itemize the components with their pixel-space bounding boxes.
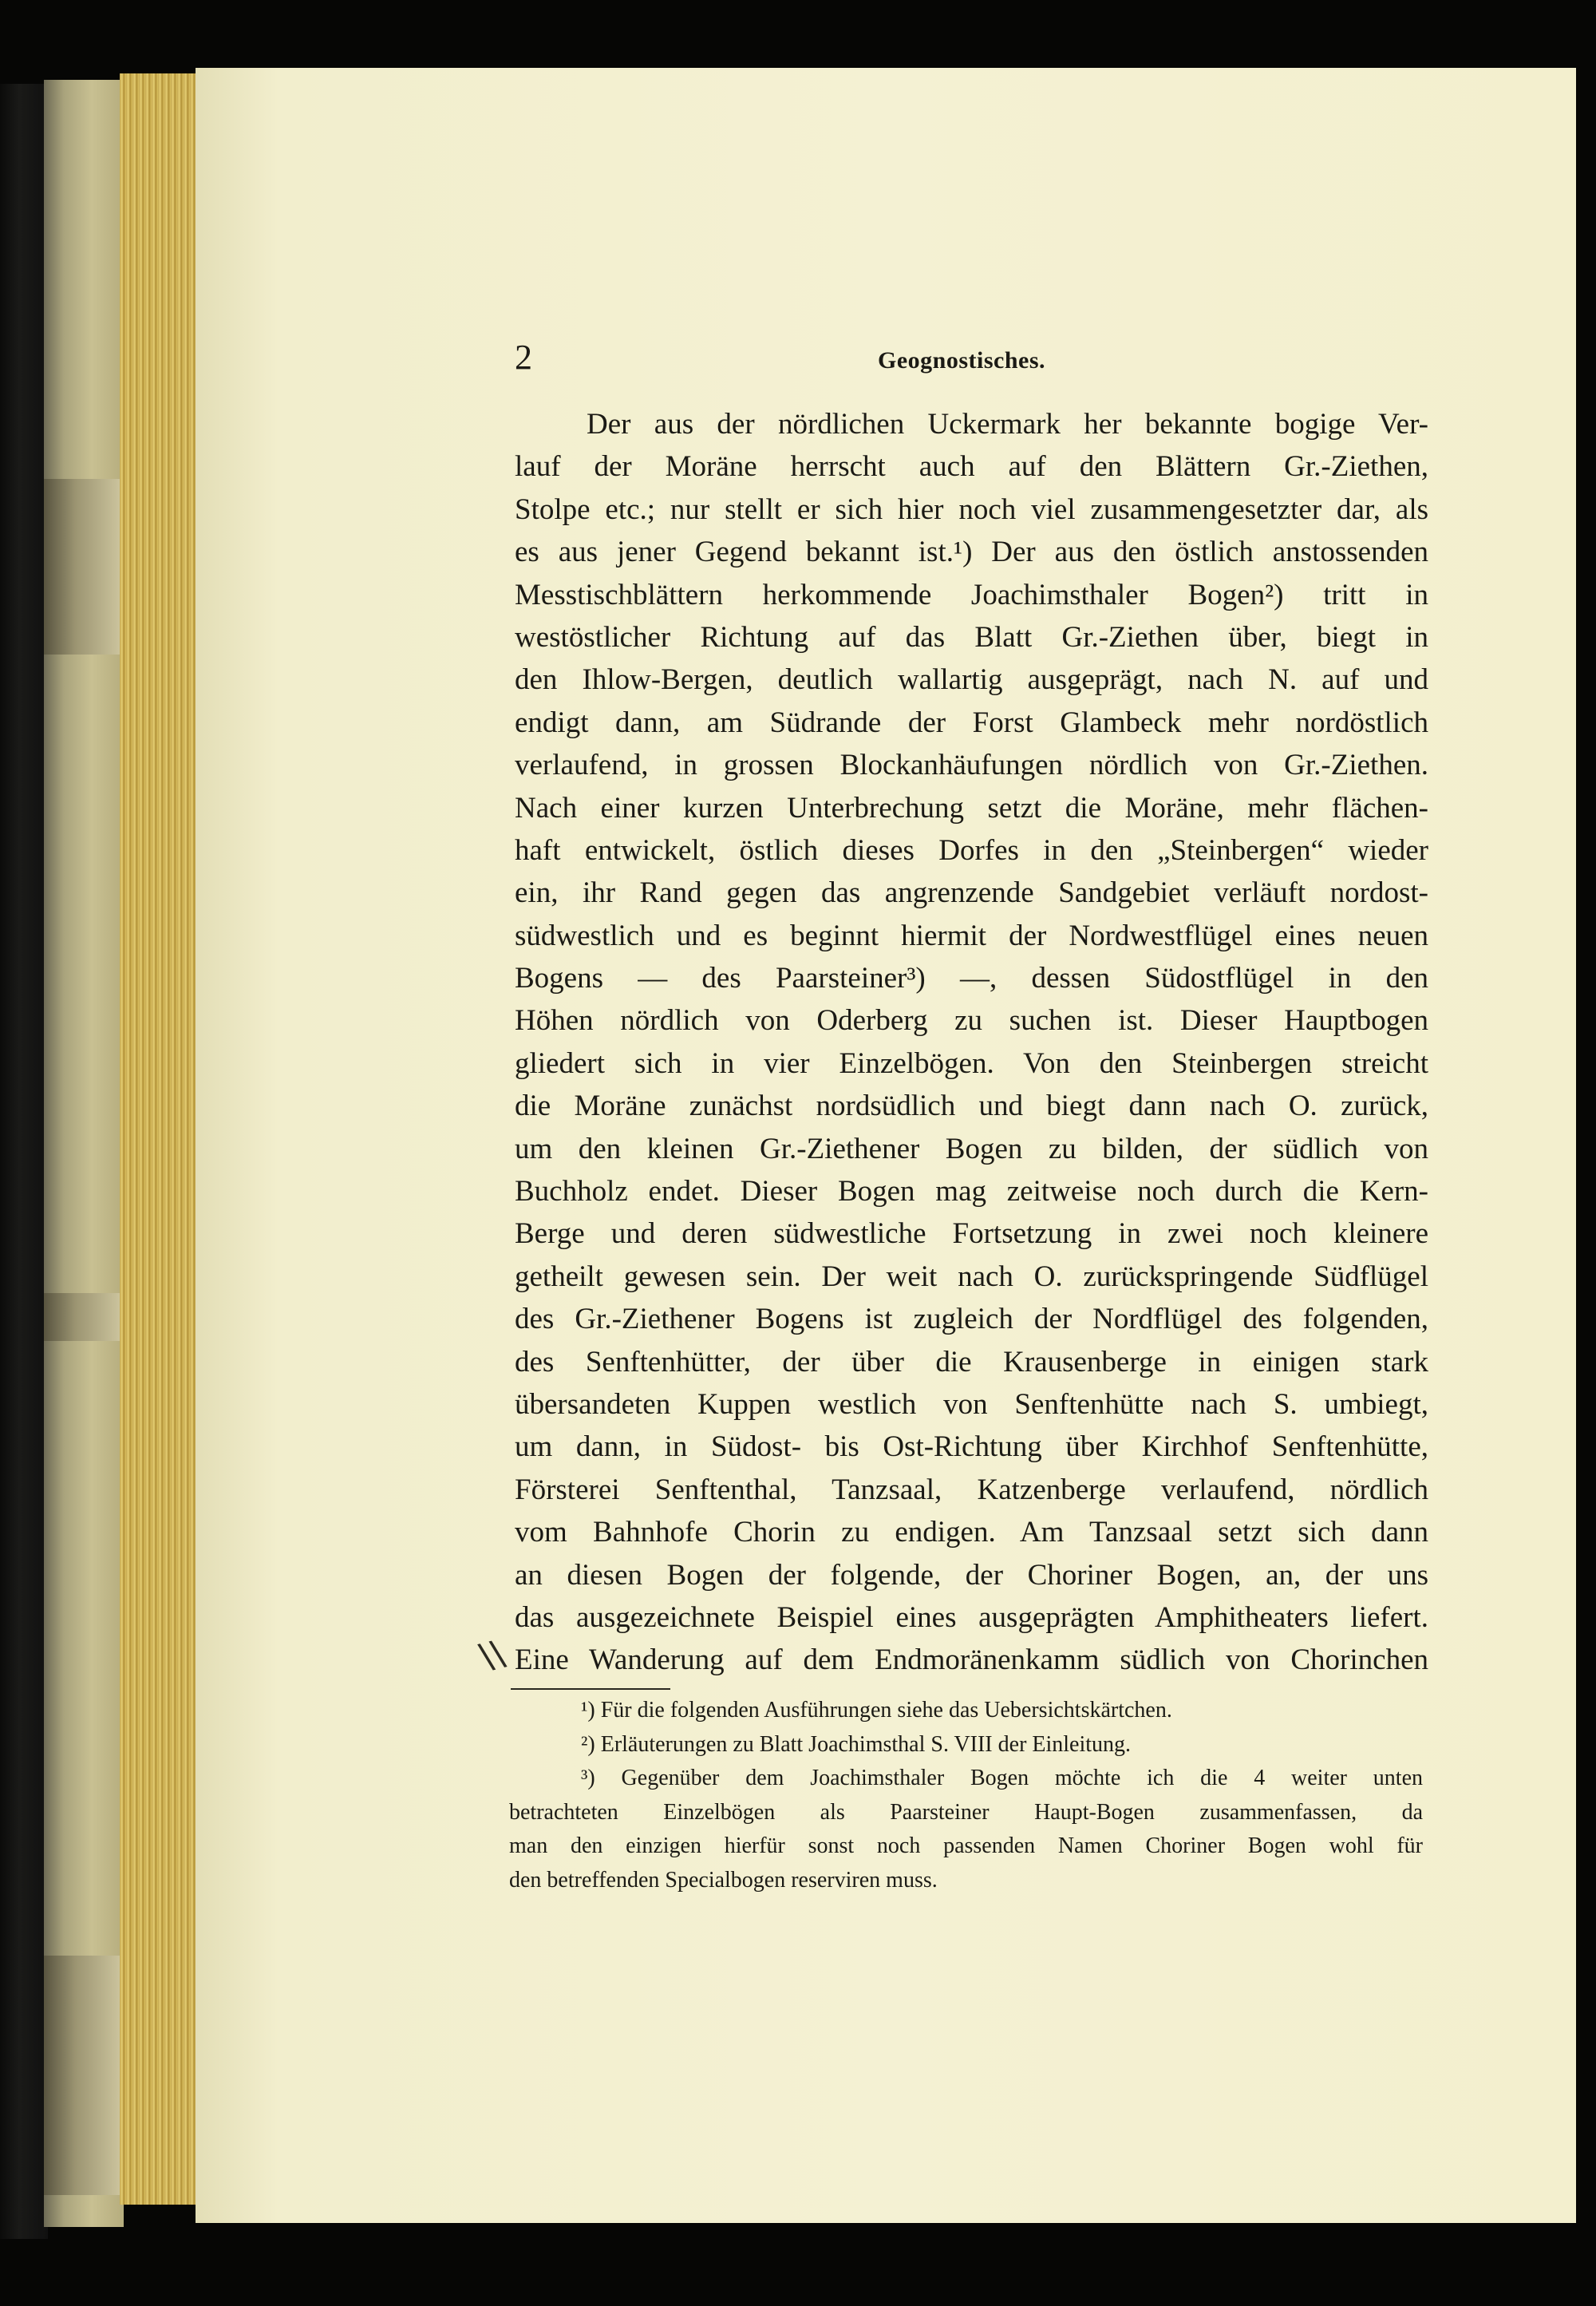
left-page-edge [44, 80, 124, 2227]
text-line: gliedert sich in vier Einzelbögen. Von den Steinbergen streicht [515, 1046, 1428, 1080]
text-line: Messtischblättern herkommende Joachimsthaler Bogen²) tritt in [515, 578, 1428, 611]
text-line: das ausgezeichnete Beispiel eines ausgeprägten Amphitheaters liefert. [515, 1600, 1428, 1634]
text-line: übersandeten Kuppen westlich von Senftenhütte nach S. umbiegt, [515, 1387, 1428, 1421]
footnotes [509, 1694, 1423, 1898]
running-title: Geognostisches. [878, 347, 1045, 374]
text-line: Stolpe etc.; nur stellt er sich hier noch viel zusammengesetzter dar, als [515, 492, 1428, 526]
footnote-2: ²) Erläuterungen zu Blatt Joachimsthal S. VIII der Einleitung. [581, 1731, 1132, 1757]
text-line: südwestlich und es beginnt hiermit der Nordwestflügel eines neuen [515, 919, 1428, 952]
text-line: ein, ihr Rand gegen das angrenzende Sandgebiet verläuft nordost- [515, 876, 1428, 910]
text-line: des Senftenhütter, der über die Krausenberge in einigen stark [515, 1345, 1428, 1378]
text-line: die Moräne zunächst nordsüdlich und biegt dann nach O. zurück, [515, 1090, 1428, 1123]
margin-annotation-mark: \\ [476, 1632, 509, 1678]
text-line: an diesen Bogen der folgende, der Choriner Bogen, an, der uns [515, 1558, 1428, 1592]
paper-tear [44, 1293, 124, 1341]
text-line: Buchholz endet. Dieser Bogen mag zeitweise noch durch die Kern- [515, 1175, 1428, 1208]
footnote-1: ¹) Für die folgenden Ausführungen siehe das Uebersichtskärtchen. [581, 1698, 1172, 1723]
text-line: es aus jener Gegend bekannt ist.¹) Der aus den östlich anstossenden [515, 536, 1428, 569]
paper-tear [44, 479, 124, 655]
footnote-3-line: man den einzigen hierfür sonst noch passenden Namen Choriner Bogen wohl für [509, 1833, 1423, 1859]
footnote-3-line: ³) Gegenüber dem Joachimsthaler Bogen möchte ich die 4 weiter unten [581, 1766, 1423, 1791]
page-stack-edge [120, 73, 200, 2205]
text-line: den Ihlow-Bergen, deutlich wallartig ausgeprägt, nach N. auf und [515, 663, 1428, 697]
text-line: des Gr.-Ziethener Bogens ist zugleich der Nordflügel des folgenden, [515, 1303, 1428, 1336]
footnote-3-line: den betreffenden Specialbogen reserviren muss. [509, 1867, 938, 1893]
text-line: endigt dann, am Südrande der Forst Glambeck mehr nordöstlich [515, 706, 1428, 739]
text-line: getheilt gewesen sein. Der weit nach O. zurückspringende Südflügel [515, 1260, 1428, 1293]
paper-tear [44, 1956, 124, 2195]
text-line: um dann, in Südost- bis Ost-Richtung über Kirchhof Senftenhütte, [515, 1430, 1428, 1464]
body-text [515, 403, 1428, 1682]
page-number: 2 [515, 338, 532, 377]
text-line: Försterei Senftenthal, Tanzsaal, Katzenberge verlaufend, nördlich [515, 1473, 1428, 1506]
text-line: Eine Wanderung auf dem Endmoränenkamm südlich von Chorinchen [515, 1643, 1428, 1677]
text-line: um den kleinen Gr.-Ziethener Bogen zu bilden, der südlich von [515, 1132, 1428, 1165]
text-line: lauf der Moräne herrscht auch auf den Blättern Gr.-Ziethen, [515, 450, 1428, 484]
running-head [515, 334, 1428, 382]
text-line: Bogens — des Paarsteiner³) —, dessen Südostflügel in den [515, 962, 1428, 995]
text-line: Nach einer kurzen Unterbrechung setzt die Moräne, mehr flächen- [515, 791, 1428, 825]
footnote-rule [511, 1688, 670, 1690]
text-line: Der aus der nördlichen Uckermark her bekannte bogige Ver- [587, 408, 1428, 441]
text-line: Berge und deren südwestliche Fortsetzung in zwei noch kleinere [515, 1217, 1428, 1251]
text-line: haft entwickelt, östlich dieses Dorfes in den „Steinbergen“ wieder [515, 833, 1428, 867]
text-line: vom Bahnhofe Chorin zu endigen. Am Tanzsaal setzt sich dann [515, 1516, 1428, 1549]
text-line: Höhen nördlich von Oderberg zu suchen ist. Dieser Hauptbogen [515, 1004, 1428, 1038]
text-line: verlaufend, in grossen Blockanhäufungen nördlich von Gr.-Ziethen. [515, 749, 1428, 782]
text-line: westöstlicher Richtung auf das Blatt Gr.-Ziethen über, biegt in [515, 620, 1428, 654]
footnote-3-line: betrachteten Einzelbögen als Paarsteiner Haupt-Bogen zusammenfassen, da [509, 1799, 1423, 1825]
book-cover-edge [0, 84, 48, 2239]
